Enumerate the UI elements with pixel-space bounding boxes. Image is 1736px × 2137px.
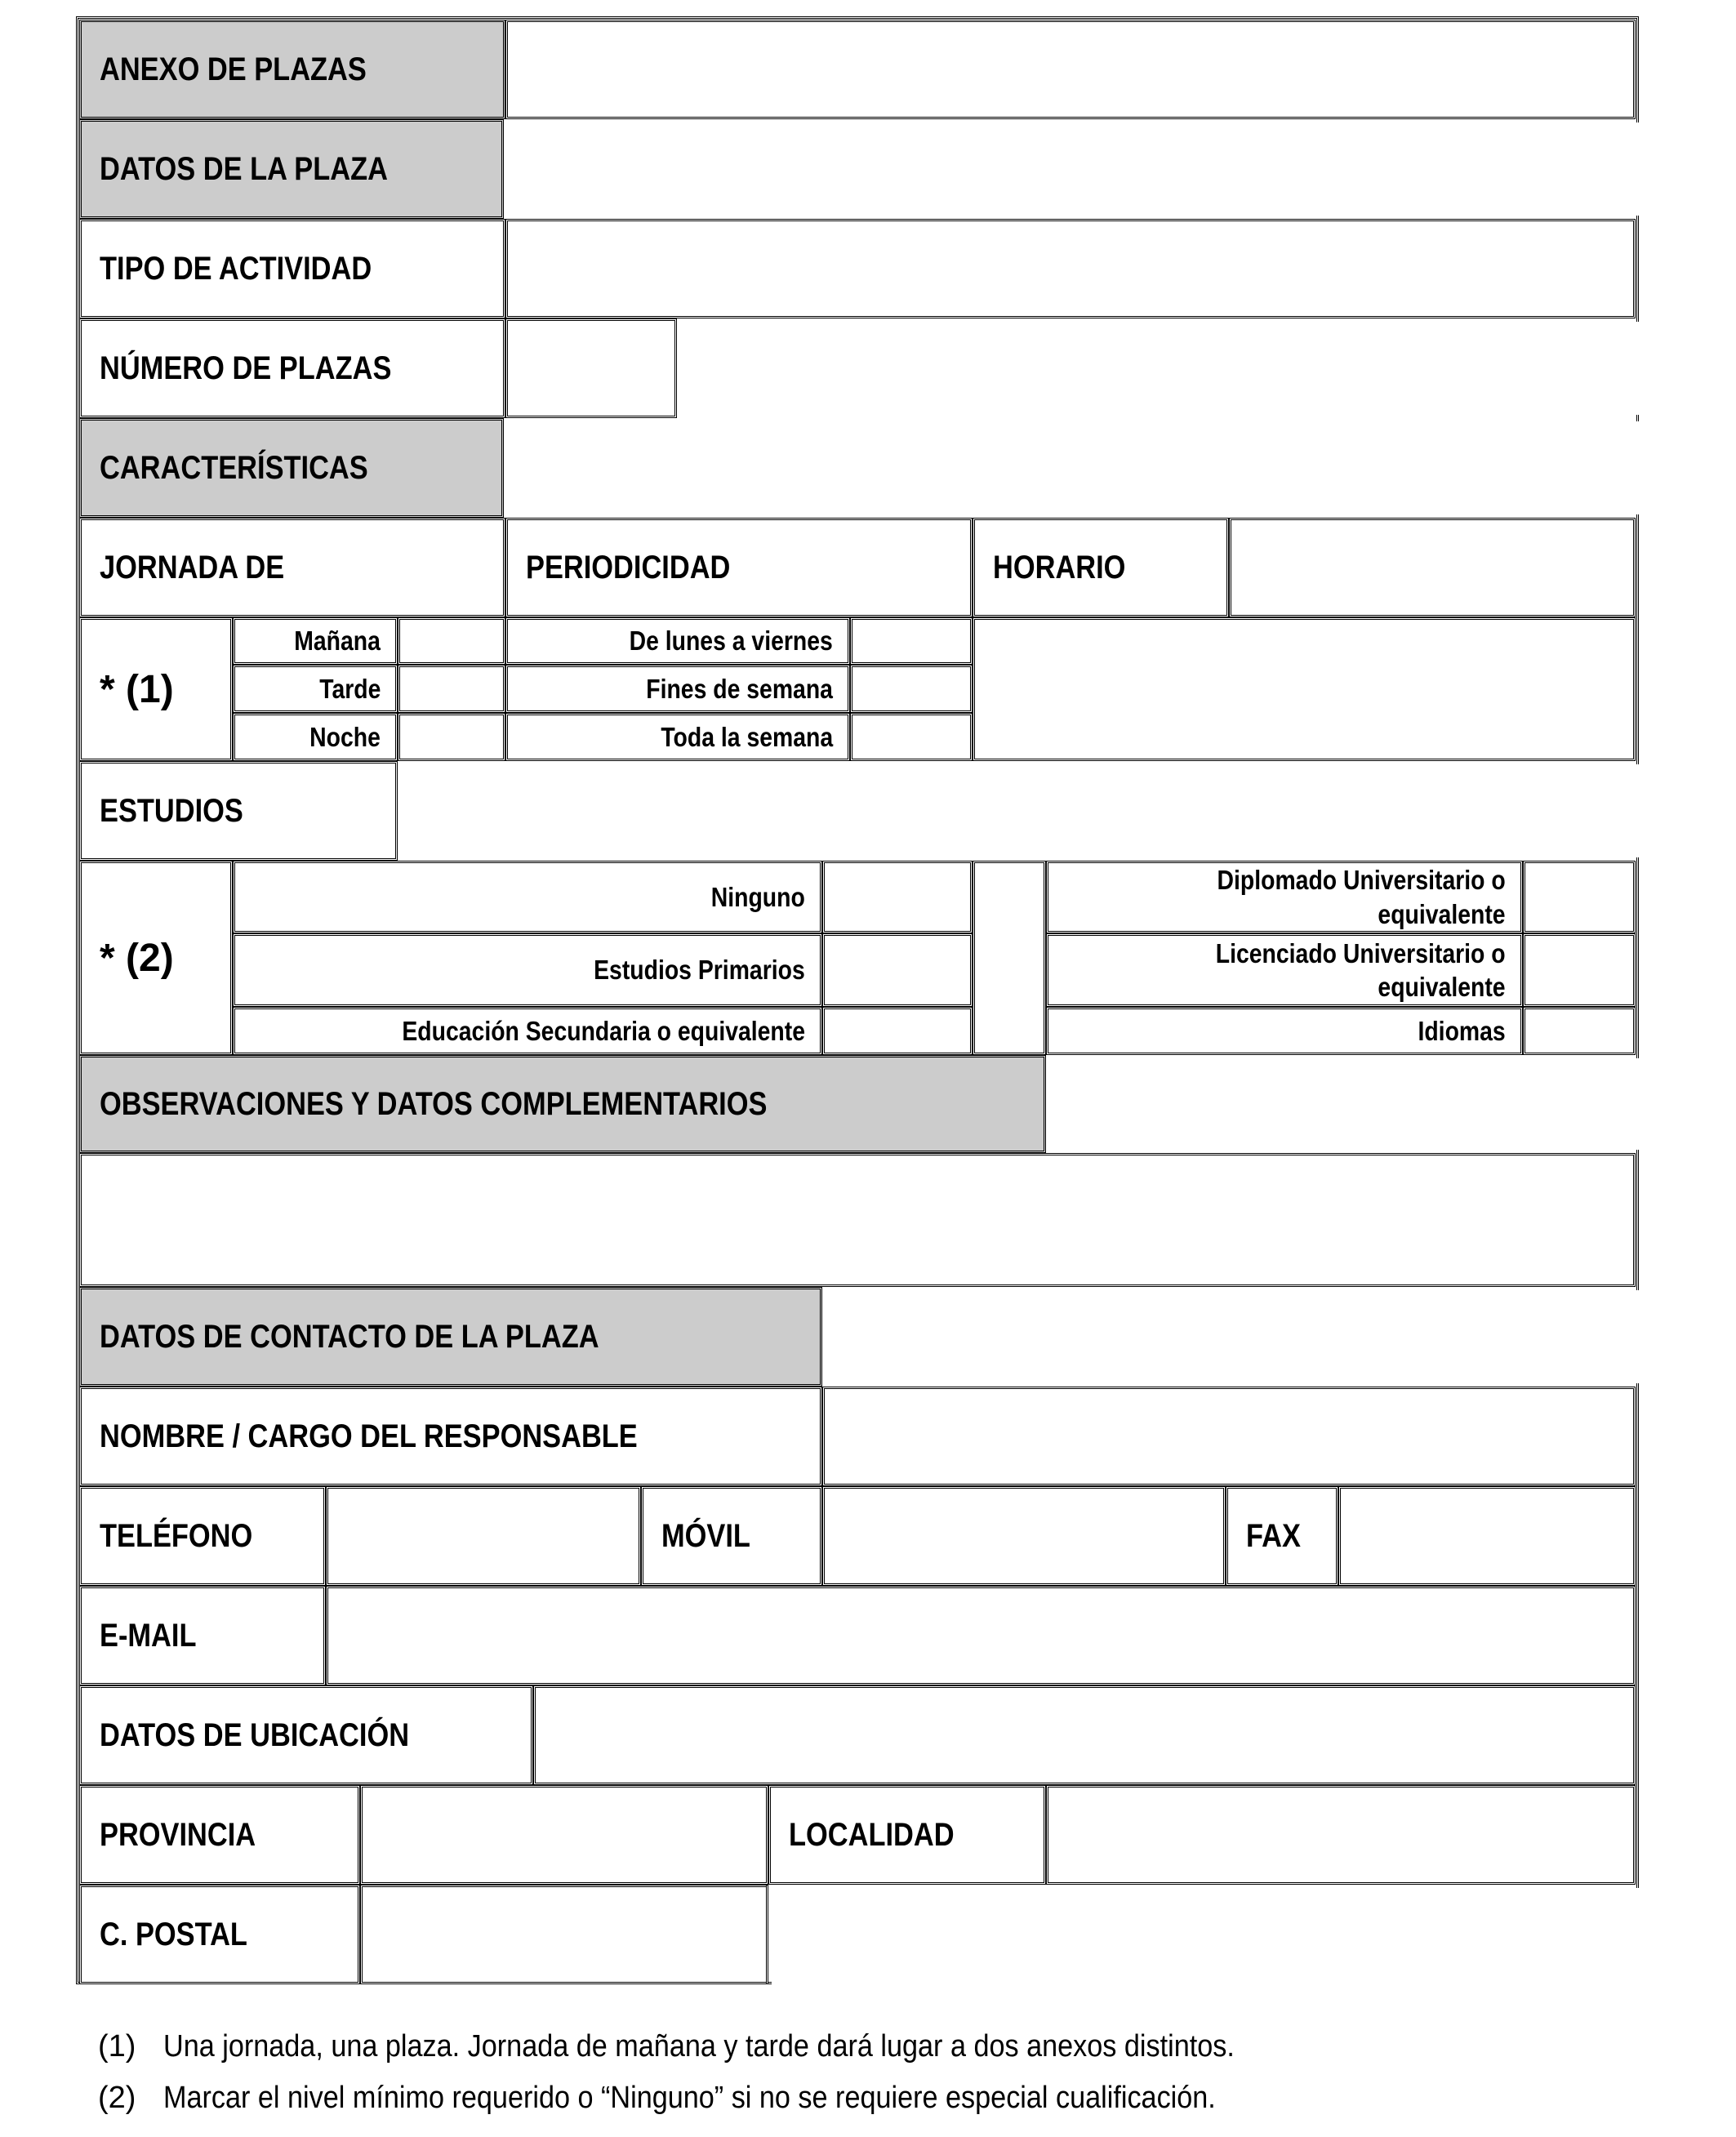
fax-field[interactable] — [1338, 1486, 1636, 1586]
ninguno-checkbox[interactable] — [822, 861, 973, 933]
idiomas-checkbox[interactable] — [1523, 1007, 1636, 1055]
edge-gap-estudios — [1634, 764, 1644, 857]
movil-field[interactable] — [822, 1486, 1226, 1586]
footnote-1: (1) Una jornada, una plaza. Jornada de mañana y tarde dará lugar a dos anexos distintos. — [98, 2029, 1235, 2064]
cpostal-label: C. POSTAL — [79, 1885, 360, 1984]
licenciado-checkbox[interactable] — [1523, 933, 1636, 1007]
lunes-viernes-checkbox[interactable] — [850, 617, 973, 665]
edge-gap-datos-plaza — [1634, 122, 1644, 216]
observaciones-label: OBSERVACIONES Y DATOS COMPLEMENTARIOS — [79, 1055, 1046, 1153]
secundaria-checkbox[interactable] — [822, 1007, 973, 1055]
estudios-spacer-cell — [973, 861, 1046, 1055]
estudios-option-diplomado: Diplomado Universitario o equivalente — [1046, 861, 1523, 933]
localidad-field[interactable] — [1046, 1785, 1636, 1885]
diplomado-checkbox[interactable] — [1523, 861, 1636, 933]
estudios-option-secundaria: Educación Secundaria o equivalente — [233, 1007, 822, 1055]
note1-marker: * (1) — [79, 617, 233, 761]
estudios-option-idiomas: Idiomas — [1046, 1007, 1523, 1055]
movil-label: MÓVIL — [641, 1486, 822, 1586]
responsable-field[interactable] — [822, 1387, 1636, 1486]
anexo-field[interactable] — [505, 20, 1636, 119]
cpostal-right-border — [766, 1885, 771, 1984]
note2-marker: * (2) — [79, 861, 233, 1055]
tipo-actividad-label: TIPO DE ACTIVIDAD — [79, 219, 505, 318]
jornada-label: JORNADA DE — [79, 518, 505, 617]
ubicacion-field[interactable] — [533, 1685, 1636, 1785]
estudios-option-licenciado: Licenciado Universitario o equivalente — [1046, 933, 1523, 1007]
tarde-checkbox[interactable] — [398, 665, 505, 713]
horario-field[interactable] — [1229, 518, 1636, 617]
estudios-option-primarios: Estudios Primarios — [233, 933, 822, 1007]
horario-label: HORARIO — [973, 518, 1229, 617]
toda-semana-checkbox[interactable] — [850, 713, 973, 761]
localidad-label: LOCALIDAD — [768, 1785, 1046, 1885]
caracteristicas-label: CARACTERÍSTICAS — [79, 418, 504, 518]
fines-semana-checkbox[interactable] — [850, 665, 973, 713]
estudios-option-ninguno: Ninguno — [233, 861, 822, 933]
edge-gap-contacto — [1634, 1290, 1644, 1383]
edge-gap-cpostal — [772, 1888, 1645, 1994]
telefono-label: TELÉFONO — [79, 1486, 326, 1586]
jornada-option-tarde: Tarde — [233, 665, 398, 713]
telefono-field[interactable] — [326, 1486, 641, 1586]
noche-checkbox[interactable] — [398, 713, 505, 761]
ubicacion-label: DATOS DE UBICACIÓN — [79, 1685, 533, 1785]
periodicidad-option-lunes-viernes: De lunes a viernes — [505, 617, 850, 665]
horario-detail-field[interactable] — [973, 617, 1636, 761]
jornada-option-noche: Noche — [233, 713, 398, 761]
tipo-actividad-field[interactable] — [505, 219, 1636, 318]
periodicidad-label: PERIODICIDAD — [505, 518, 973, 617]
contacto-label: DATOS DE CONTACTO DE LA PLAZA — [79, 1287, 822, 1387]
responsable-label: NOMBRE / CARGO DEL RESPONSABLE — [79, 1387, 822, 1486]
periodicidad-option-toda-semana: Toda la semana — [505, 713, 850, 761]
datos-plaza-label: DATOS DE LA PLAZA — [79, 119, 504, 219]
fax-label: FAX — [1226, 1486, 1338, 1586]
anexo-label: ANEXO DE PLAZAS — [79, 20, 505, 119]
observaciones-field[interactable] — [79, 1153, 1636, 1287]
manana-checkbox[interactable] — [398, 617, 505, 665]
provincia-field[interactable] — [360, 1785, 768, 1885]
numero-plazas-field[interactable] — [505, 318, 677, 418]
email-label: E-MAIL — [79, 1586, 326, 1685]
estudios-label: ESTUDIOS — [79, 761, 398, 861]
provincia-label: PROVINCIA — [79, 1785, 360, 1885]
footnote-2: (2) Marcar el nivel mínimo requerido o “Ninguno” si no se requiere especial cualificación. — [98, 2081, 1216, 2115]
numero-plazas-label: NÚMERO DE PLAZAS — [79, 318, 505, 418]
edge-gap-numero-plazas — [1634, 322, 1644, 415]
edge-gap-observaciones — [1634, 1058, 1644, 1150]
edge-gap-caracteristicas — [1634, 421, 1644, 514]
email-field[interactable] — [326, 1586, 1636, 1685]
primarios-checkbox[interactable] — [822, 933, 973, 1007]
cpostal-field[interactable] — [360, 1885, 768, 1984]
jornada-option-manana: Mañana — [233, 617, 398, 665]
periodicidad-option-fines-semana: Fines de semana — [505, 665, 850, 713]
